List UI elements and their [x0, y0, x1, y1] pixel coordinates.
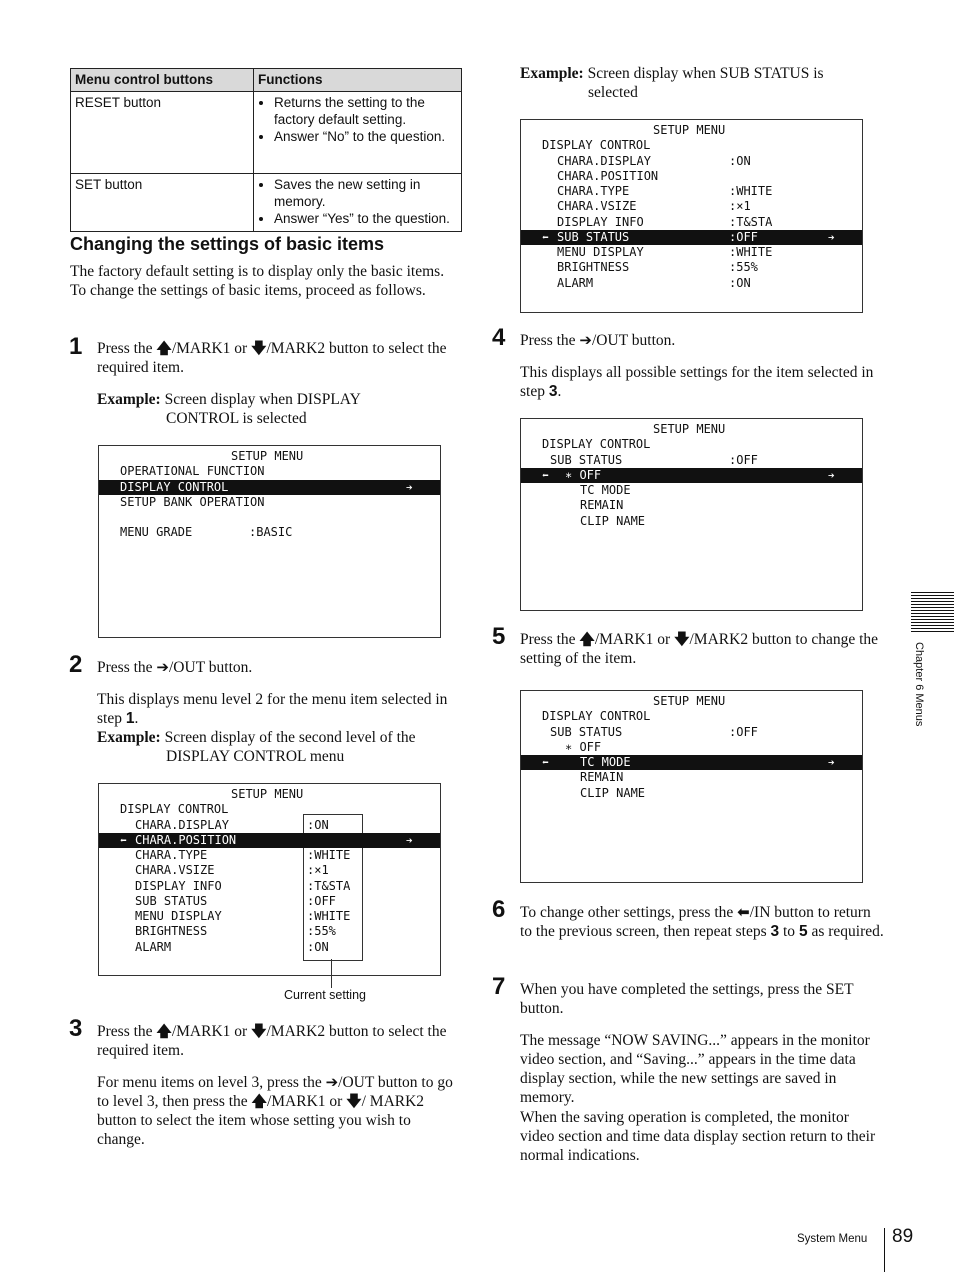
menu-header: DISPLAY CONTROL	[542, 437, 651, 451]
menu-item: CHARA.POSITION	[135, 833, 237, 847]
screen-line	[521, 453, 862, 468]
table-row	[71, 92, 462, 174]
menu-item: OPERATIONAL FUNCTION	[120, 464, 265, 478]
up-arrow-icon: 🡅	[156, 1022, 172, 1040]
step-4-text	[520, 331, 675, 350]
text: Screen display of the second level of the	[164, 729, 416, 746]
step-number: 6	[492, 896, 506, 923]
screen-line	[99, 787, 440, 802]
text: /OUT button.	[169, 659, 253, 676]
example-caption	[97, 728, 416, 747]
screen-line	[521, 770, 862, 785]
screen-line	[521, 199, 862, 214]
menu-value: :OFF	[729, 725, 758, 739]
callout-line	[331, 959, 332, 988]
option-item: CLIP NAME	[580, 786, 646, 800]
step-2-para	[97, 690, 462, 728]
text: Press the	[520, 332, 580, 349]
text: /OUT button to go to level 3, then press the	[97, 1074, 453, 1110]
table-header-buttons: Menu control buttons	[71, 69, 254, 92]
screen-line	[521, 260, 862, 275]
text: Press the	[97, 659, 157, 676]
menu-screen-1	[98, 445, 441, 638]
text: .	[134, 710, 139, 727]
step-7-para-2: When the saving operation is completed, the monitor video section and time data display section return to their normal indications.	[520, 1109, 876, 1164]
screen-line	[99, 818, 440, 833]
text: /MARK1 or	[171, 1023, 252, 1040]
option-item: CLIP NAME	[580, 514, 646, 528]
text: To change other settings, press the	[520, 904, 738, 921]
page-number: 89	[892, 1226, 914, 1247]
text: Press the	[97, 340, 157, 357]
menu-item: ALARM	[135, 940, 172, 954]
text: Screen display when SUB STATUS is	[587, 65, 824, 82]
menu-value: :T&STA	[307, 879, 351, 893]
option-item: TC MODE	[580, 483, 631, 497]
screen-line	[99, 848, 440, 863]
text: /IN button to return to the previous screen, then repeat steps	[520, 904, 871, 940]
screen-line	[521, 694, 862, 709]
screen-line	[99, 909, 440, 924]
screen-line	[521, 498, 862, 513]
right-arrow-icon: ➔	[406, 481, 413, 494]
text: Press the	[97, 1023, 157, 1040]
text: /MARK1 or	[594, 631, 675, 648]
menu-item: SETUP BANK OPERATION	[120, 495, 265, 509]
menu-screen-2	[98, 783, 441, 976]
menu-header: DISPLAY CONTROL	[542, 709, 651, 723]
menu-value: :55%	[729, 260, 758, 274]
screen-line-highlighted	[521, 230, 862, 245]
screen-line	[521, 154, 862, 169]
menu-value: :OFF	[307, 894, 336, 908]
screen-line	[521, 215, 862, 230]
menu-screen-3	[520, 119, 863, 313]
example-caption	[97, 390, 361, 409]
screen-line-highlighted	[99, 480, 440, 495]
text: Screen display when DISPLAY	[164, 391, 361, 408]
screen-line	[521, 483, 862, 498]
screen-line	[99, 924, 440, 939]
option-item: ∗ OFF	[565, 468, 602, 482]
footer-section-name: System Menu	[797, 1233, 868, 1245]
menu-item: MENU DISPLAY	[557, 245, 644, 259]
screen-line	[521, 422, 862, 437]
menu-value: :×1	[307, 863, 329, 877]
screen-title: SETUP MENU	[653, 422, 726, 436]
up-arrow-icon: 🡅	[579, 630, 595, 648]
menu-item: SUB STATUS	[135, 894, 208, 908]
left-arrow-icon: ⬅	[542, 756, 549, 769]
menu-screen-5	[520, 690, 863, 883]
option-item: ∗ OFF	[565, 740, 602, 754]
menu-item: CHARA.VSIZE	[135, 863, 215, 877]
screen-line	[99, 894, 440, 909]
text: /MARK1 or	[266, 1093, 347, 1110]
example-label: Example:	[520, 65, 584, 82]
left-arrow-icon: ⬅	[120, 834, 127, 847]
menu-value: :WHITE	[307, 848, 351, 862]
option-item: REMAIN	[580, 498, 624, 512]
menu-item: ALARM	[557, 276, 594, 290]
screen-line	[521, 740, 862, 755]
screen-line-highlighted	[521, 755, 862, 770]
section-intro: The factory default setting is to display only the basic items. To change the settings of basic items, proceed as follows.	[70, 263, 445, 299]
step-2-text	[97, 658, 252, 677]
menu-item: CHARA.VSIZE	[557, 199, 637, 213]
menu-value: :ON	[307, 818, 329, 832]
menu-value: :OFF	[729, 453, 758, 467]
step-4-para	[520, 363, 885, 401]
menu-value: :T&STA	[729, 215, 773, 229]
table-cell-button: RESET button	[71, 92, 254, 174]
menu-screen-4	[520, 418, 863, 611]
table-cell-button: SET button	[71, 174, 254, 232]
step-number: 3	[69, 1015, 83, 1042]
example-caption-cont: CONTROL is selected	[166, 410, 307, 427]
menu-value: :BASIC	[249, 525, 293, 539]
menu-item: MENU GRADE	[120, 525, 193, 539]
screen-line	[521, 709, 862, 724]
menu-value: :ON	[307, 940, 329, 954]
left-arrow-icon: ⬅	[542, 469, 549, 482]
menu-item: CHARA.TYPE	[135, 848, 208, 862]
step-6-text	[520, 903, 885, 941]
menu-value: :×1	[729, 199, 751, 213]
text: /MARK2 button to select the required item.	[97, 340, 447, 376]
step-number: 1	[69, 333, 83, 360]
step-number: 7	[492, 973, 506, 1000]
text: For menu items on level 3, press the	[97, 1074, 326, 1091]
chapter-label: Chapter 6 Menus	[913, 642, 925, 727]
current-setting-caption: Current setting	[284, 988, 366, 1002]
step-ref: 5	[798, 923, 808, 940]
menu-item: SUB STATUS	[550, 725, 623, 739]
screen-line	[521, 786, 862, 801]
step-5-text	[520, 630, 885, 668]
step-ref: 3	[548, 383, 558, 400]
screen-line	[521, 725, 862, 740]
step-7-para-1: The message “NOW SAVING...” appears in the monitor video section, and “Saving...” appears in the time data display section, while the new settings are saved in memory.	[520, 1032, 870, 1106]
text: to	[779, 923, 799, 940]
menu-item: CHARA.DISPLAY	[557, 154, 651, 168]
right-arrow-icon: ➔	[406, 834, 413, 847]
screen-line	[521, 123, 862, 138]
text: .	[557, 383, 562, 400]
example-caption-cont: selected	[588, 84, 638, 101]
table-header-functions: Functions	[254, 69, 462, 92]
step-3-text	[97, 1022, 462, 1060]
text: / MARK2 button to select the item whose setting you wish to change.	[97, 1093, 425, 1148]
right-arrow-icon: ➔	[156, 658, 169, 676]
example-label: Example:	[97, 391, 161, 408]
screen-title: SETUP MENU	[231, 449, 304, 463]
text: Press the	[520, 631, 580, 648]
text: /MARK1 or	[171, 340, 252, 357]
step-number: 4	[492, 324, 506, 351]
table-row	[71, 174, 462, 232]
screen-line	[521, 184, 862, 199]
down-arrow-icon: 🡇	[346, 1092, 362, 1110]
table-cell-functions	[254, 174, 462, 232]
text: This displays menu level 2 for the menu item selected in step	[97, 691, 448, 727]
screen-title: SETUP MENU	[653, 694, 726, 708]
screen-line-highlighted	[99, 833, 440, 848]
menu-value: :55%	[307, 924, 336, 938]
screen-line	[99, 802, 440, 817]
screen-line	[99, 879, 440, 894]
menu-header: DISPLAY CONTROL	[542, 138, 651, 152]
option-item: TC MODE	[580, 755, 631, 769]
menu-item: SUB STATUS	[550, 453, 623, 467]
screen-title: SETUP MENU	[653, 123, 726, 137]
text: as required.	[807, 923, 884, 940]
screen-line	[521, 514, 862, 529]
menu-header: DISPLAY CONTROL	[120, 802, 229, 816]
screen-title: SETUP MENU	[231, 787, 304, 801]
menu-value: :WHITE	[729, 184, 773, 198]
menu-value: :OFF	[729, 230, 758, 244]
screen-line	[99, 863, 440, 878]
menu-item: DISPLAY INFO	[135, 879, 222, 893]
right-arrow-icon: ➔	[828, 756, 835, 769]
function-item: • Returns the setting to the factory default setting.	[274, 94, 457, 128]
text: /MARK2 button to select the required item.	[97, 1023, 447, 1059]
screen-line	[521, 169, 862, 184]
down-arrow-icon: 🡇	[674, 630, 690, 648]
right-arrow-icon: ➔	[325, 1073, 339, 1091]
menu-item: CHARA.TYPE	[557, 184, 630, 198]
footer-divider	[884, 1228, 885, 1272]
left-arrow-icon: ⬅	[737, 903, 750, 921]
menu-item: CHARA.POSITION	[557, 169, 659, 183]
menu-item: BRIGHTNESS	[557, 260, 630, 274]
menu-value: :WHITE	[729, 245, 773, 259]
screen-line	[521, 437, 862, 452]
screen-line	[99, 464, 440, 479]
up-arrow-icon: 🡅	[156, 339, 172, 357]
example-label: Example:	[97, 729, 161, 746]
step-7-text: When you have completed the settings, press the SET button.	[520, 981, 854, 1017]
example-caption	[520, 64, 824, 83]
menu-item: CHARA.DISPLAY	[135, 818, 229, 832]
step-1-text	[97, 339, 462, 377]
right-arrow-icon: ➔	[828, 469, 835, 482]
screen-line	[99, 940, 440, 955]
menu-item: DISPLAY INFO	[557, 215, 644, 229]
menu-item: MENU DISPLAY	[135, 909, 222, 923]
menu-control-table	[70, 68, 462, 232]
down-arrow-icon: 🡇	[251, 1022, 267, 1040]
step-number: 2	[69, 651, 83, 678]
chapter-tab-stripes	[911, 592, 954, 634]
screen-line	[521, 276, 862, 291]
step-ref: 1	[125, 710, 135, 727]
screen-line-highlighted	[521, 468, 862, 483]
menu-item: DISPLAY CONTROL	[120, 480, 229, 494]
screen-line	[99, 525, 440, 540]
text: /MARK2 button to change the setting of the item.	[520, 631, 879, 667]
section-title: Changing the settings of basic items	[70, 234, 385, 254]
screen-line	[99, 495, 440, 510]
menu-value: :ON	[729, 276, 751, 290]
text: This displays all possible settings for the item selected in step	[520, 364, 874, 400]
down-arrow-icon: 🡇	[251, 339, 267, 357]
function-item: • Saves the new setting in memory.	[274, 176, 457, 210]
right-arrow-icon: ➔	[828, 231, 835, 244]
up-arrow-icon: 🡅	[251, 1092, 267, 1110]
step-ref: 3	[770, 923, 780, 940]
function-item: • Answer “Yes” to the question.	[274, 210, 457, 227]
left-arrow-icon: ⬅	[542, 231, 549, 244]
menu-control-table-wrap	[70, 68, 462, 232]
table-cell-functions	[254, 92, 462, 174]
text: /OUT button.	[592, 332, 676, 349]
step-number: 5	[492, 623, 506, 650]
function-item: • Answer “No” to the question.	[274, 128, 457, 145]
option-item: REMAIN	[580, 770, 624, 784]
menu-value: :ON	[729, 154, 751, 168]
menu-value: :WHITE	[307, 909, 351, 923]
menu-item: BRIGHTNESS	[135, 924, 208, 938]
menu-item: SUB STATUS	[557, 230, 630, 244]
screen-line	[521, 138, 862, 153]
step-3-para	[97, 1073, 462, 1149]
screen-line	[99, 449, 440, 464]
example-caption-cont: DISPLAY CONTROL menu	[166, 748, 345, 765]
right-arrow-icon: ➔	[579, 331, 592, 349]
screen-line	[521, 245, 862, 260]
